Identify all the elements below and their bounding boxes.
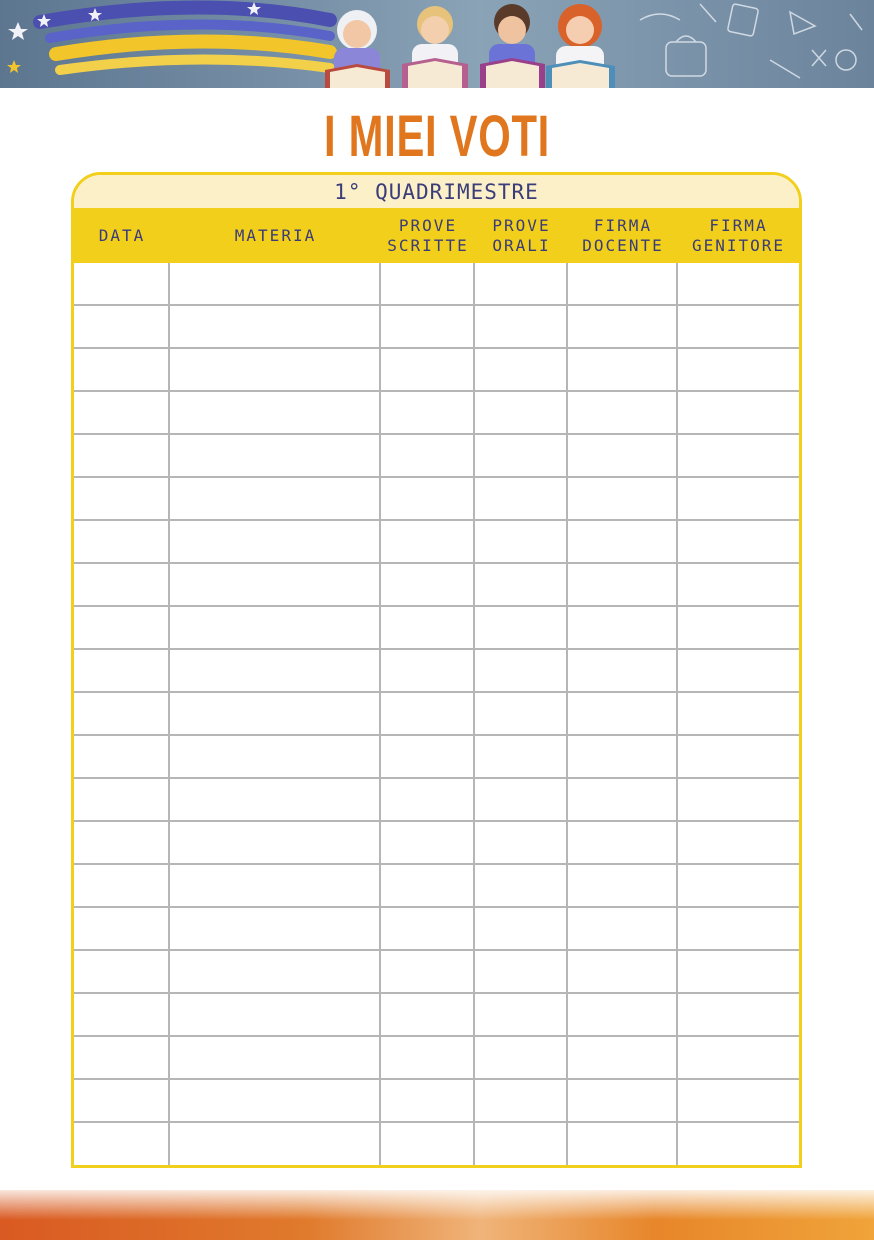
cell-materia[interactable] [170,392,381,433]
table-header [74,208,799,263]
column-header-prove-scritte: PROVE SCRITTE [387,215,469,255]
cell-prove-scritte[interactable] [381,994,475,1035]
cell-data[interactable] [74,564,170,605]
cell-firma-docente[interactable] [568,908,678,949]
cell-firma-docente[interactable] [568,349,678,390]
grades-table [71,172,802,1168]
cell-firma-docente[interactable] [568,693,678,734]
cell-prove-orali[interactable] [475,650,568,691]
cell-prove-orali[interactable] [475,478,568,519]
table-row [74,435,799,478]
cell-data[interactable] [74,908,170,949]
rainbow-illustration [40,7,330,70]
table-row [74,822,799,865]
cell-materia[interactable] [170,779,381,820]
page-title: I MIEI VOTI [323,104,551,169]
table-row [74,1123,799,1166]
cell-firma-docente[interactable] [568,736,678,777]
cell-firma-genitore[interactable] [678,263,799,304]
column-header-firma-genitore: FIRMA GENITORE [691,215,786,255]
cell-firma-genitore[interactable] [678,908,799,949]
cell-firma-genitore[interactable] [678,392,799,433]
cell-materia[interactable] [170,607,381,648]
table-row [74,865,799,908]
cell-firma-genitore[interactable] [678,994,799,1035]
cell-data[interactable] [74,779,170,820]
cell-prove-scritte[interactable] [381,822,475,863]
table-row [74,263,799,306]
cell-prove-scritte[interactable] [381,1123,475,1166]
table-row [74,693,799,736]
cell-firma-genitore[interactable] [678,693,799,734]
cell-prove-orali[interactable] [475,736,568,777]
cell-firma-docente[interactable] [568,392,678,433]
cell-prove-scritte[interactable] [381,349,475,390]
cell-prove-scritte[interactable] [381,435,475,476]
table-row [74,564,799,607]
table-row [74,478,799,521]
cell-materia[interactable] [170,951,381,992]
cell-data[interactable] [74,521,170,562]
table-row [74,994,799,1037]
cell-firma-docente[interactable] [568,994,678,1035]
cell-prove-scritte[interactable] [381,650,475,691]
cell-prove-scritte[interactable] [381,306,475,347]
cell-firma-genitore[interactable] [678,1123,799,1166]
cell-prove-orali[interactable] [475,349,568,390]
cell-materia[interactable] [170,908,381,949]
cell-prove-orali[interactable] [475,951,568,992]
table-row [74,736,799,779]
table-row [74,607,799,650]
table-row [74,392,799,435]
cell-prove-scritte[interactable] [381,951,475,992]
table-row [74,650,799,693]
cell-materia[interactable] [170,736,381,777]
cell-firma-genitore[interactable] [678,349,799,390]
cell-prove-scritte[interactable] [381,564,475,605]
cell-prove-scritte[interactable] [381,521,475,562]
cell-firma-docente[interactable] [568,435,678,476]
cell-prove-scritte[interactable] [381,908,475,949]
cell-firma-genitore[interactable] [678,564,799,605]
cell-prove-orali[interactable] [475,306,568,347]
table-row [74,779,799,822]
cell-prove-scritte[interactable] [381,865,475,906]
cell-prove-scritte[interactable] [381,392,475,433]
cell-prove-scritte[interactable] [381,693,475,734]
header-banner [0,0,874,88]
cell-prove-orali[interactable] [475,263,568,304]
cell-data[interactable] [74,435,170,476]
cell-materia[interactable] [170,994,381,1035]
cell-materia[interactable] [170,478,381,519]
cell-materia[interactable] [170,349,381,390]
cell-data[interactable] [74,1123,170,1166]
cell-data[interactable] [74,349,170,390]
cell-prove-orali[interactable] [475,1037,568,1078]
cell-firma-genitore[interactable] [678,435,799,476]
cell-firma-genitore[interactable] [678,1037,799,1078]
cell-prove-orali[interactable] [475,607,568,648]
column-header-materia: MATERIA [234,225,317,245]
cell-prove-scritte[interactable] [381,478,475,519]
cell-firma-docente[interactable] [568,1123,678,1166]
banner-illustration [0,0,874,88]
cell-data[interactable] [74,951,170,992]
cell-prove-orali[interactable] [475,392,568,433]
table-body [74,263,799,1166]
column-header-firma-docente: FIRMA DOCENTE [582,215,664,255]
cell-prove-orali[interactable] [475,908,568,949]
column-header-prove-orali: PROVE ORALI [492,215,551,255]
cell-firma-docente[interactable] [568,650,678,691]
cell-prove-orali[interactable] [475,1123,568,1166]
period-label: 1° QUADRIMESTRE [74,175,799,208]
cell-data[interactable] [74,994,170,1035]
cell-firma-docente[interactable] [568,521,678,562]
cell-firma-docente[interactable] [568,951,678,992]
cell-materia[interactable] [170,564,381,605]
children-reading-illustration [325,4,615,88]
star-icon [7,60,21,73]
cell-data[interactable] [74,650,170,691]
cell-firma-genitore[interactable] [678,779,799,820]
cell-prove-orali[interactable] [475,521,568,562]
cell-data[interactable] [74,392,170,433]
cell-materia[interactable] [170,1123,381,1166]
cell-firma-genitore[interactable] [678,1080,799,1121]
cell-data[interactable] [74,822,170,863]
table-row [74,306,799,349]
table-row [74,521,799,564]
footer-fade [0,1190,874,1240]
cell-firma-docente[interactable] [568,779,678,820]
cell-firma-genitore[interactable] [678,865,799,906]
table-row [74,908,799,951]
cell-firma-genitore[interactable] [678,736,799,777]
cell-prove-orali[interactable] [475,564,568,605]
cell-data[interactable] [74,1080,170,1121]
cell-materia[interactable] [170,1080,381,1121]
cell-materia[interactable] [170,822,381,863]
column-header-data: DATA [98,225,146,245]
cell-prove-orali[interactable] [475,1080,568,1121]
cell-firma-docente[interactable] [568,865,678,906]
cell-data[interactable] [74,1037,170,1078]
cell-firma-docente[interactable] [568,564,678,605]
cell-prove-orali[interactable] [475,994,568,1035]
table-row [74,1080,799,1123]
cell-prove-orali[interactable] [475,822,568,863]
cell-firma-genitore[interactable] [678,306,799,347]
cell-data[interactable] [74,736,170,777]
cell-data[interactable] [74,607,170,648]
cell-materia[interactable] [170,865,381,906]
table-row [74,349,799,392]
cell-firma-docente[interactable] [568,822,678,863]
cell-data[interactable] [74,306,170,347]
cell-firma-genitore[interactable] [678,650,799,691]
cell-prove-scritte[interactable] [381,1080,475,1121]
cell-materia[interactable] [170,693,381,734]
cell-prove-scritte[interactable] [381,263,475,304]
cell-data[interactable] [74,263,170,304]
cell-firma-docente[interactable] [568,607,678,648]
cell-materia[interactable] [170,435,381,476]
table-row [74,951,799,994]
cell-firma-genitore[interactable] [678,607,799,648]
cell-firma-genitore[interactable] [678,521,799,562]
cell-data[interactable] [74,865,170,906]
cell-materia[interactable] [170,1037,381,1078]
cell-prove-orali[interactable] [475,779,568,820]
cell-firma-genitore[interactable] [678,951,799,992]
cell-firma-genitore[interactable] [678,822,799,863]
cell-firma-docente[interactable] [568,306,678,347]
cell-firma-docente[interactable] [568,478,678,519]
cell-data[interactable] [74,478,170,519]
cell-prove-orali[interactable] [475,865,568,906]
cell-materia[interactable] [170,306,381,347]
cell-materia[interactable] [170,263,381,304]
table-row [74,1037,799,1080]
cell-prove-orali[interactable] [475,693,568,734]
cell-firma-genitore[interactable] [678,478,799,519]
cell-prove-scritte[interactable] [381,779,475,820]
cell-prove-scritte[interactable] [381,736,475,777]
cell-firma-docente[interactable] [568,1037,678,1078]
cell-data[interactable] [74,693,170,734]
cell-materia[interactable] [170,650,381,691]
cell-prove-scritte[interactable] [381,607,475,648]
cell-materia[interactable] [170,521,381,562]
school-doodles-illustration [640,4,862,78]
cell-prove-scritte[interactable] [381,1037,475,1078]
cell-prove-orali[interactable] [475,435,568,476]
cell-firma-docente[interactable] [568,1080,678,1121]
cell-firma-docente[interactable] [568,263,678,304]
